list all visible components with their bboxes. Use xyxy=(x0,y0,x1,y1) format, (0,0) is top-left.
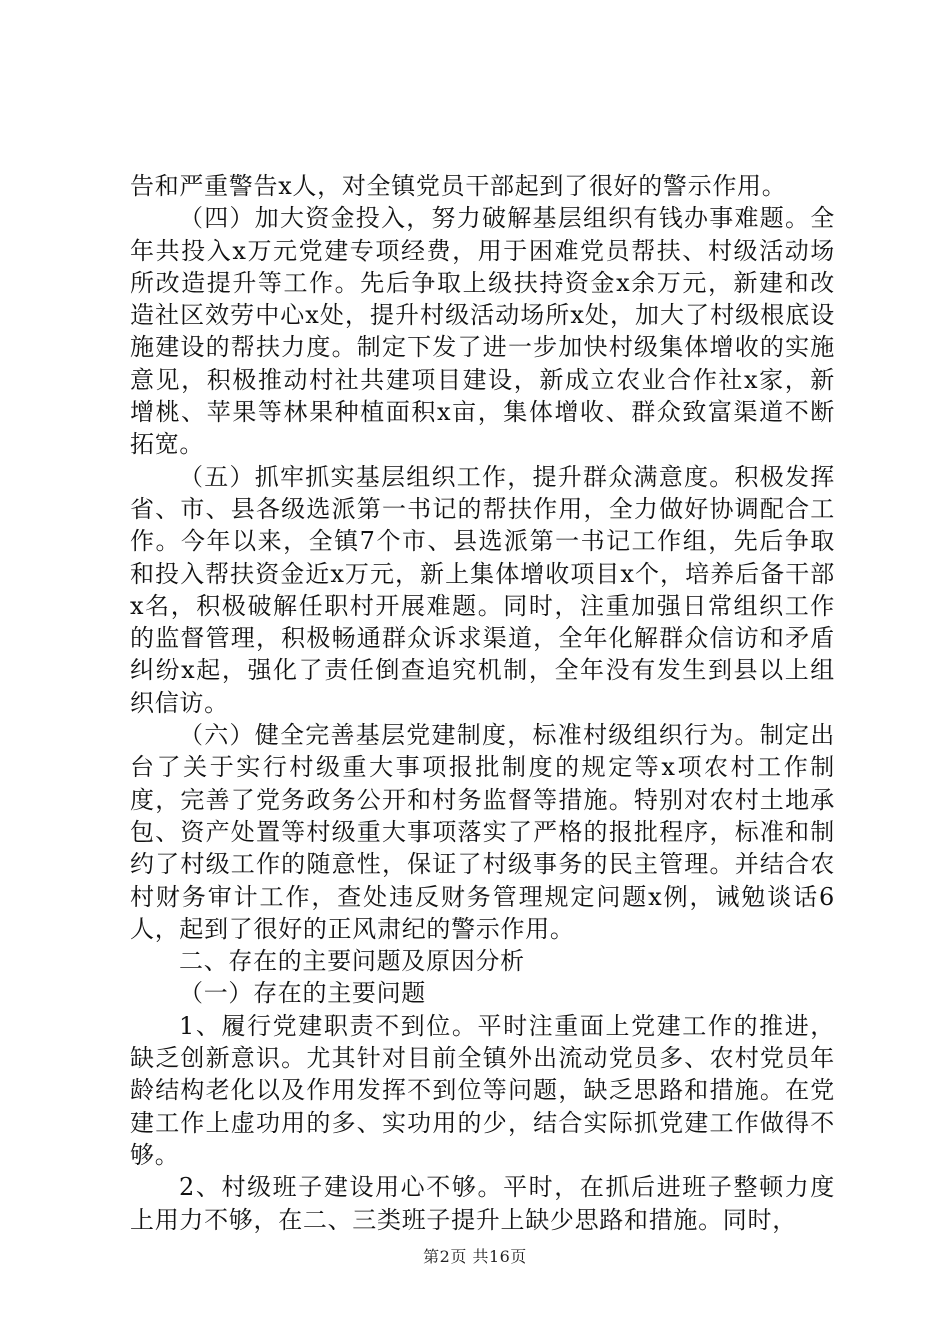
paragraph-section-5: （五）抓牢抓实基层组织工作，提升群众满意度。积极发挥省、市、县各级选派第一书记的帮扶作用，全力做好协调配合工作。今年以来，全镇7个市、县选派第一书记工作组，先后争取和投入帮扶资金近x万元，新上集体增收项目x个，培养后备干部x名，积极破解任职村开展难题。同时，注重加强日常组织工作的监督管理，积极畅通群众诉求渠道，全年化解群众信访和矛盾纠纷x起，强化了责任倒查追究机制，全年没有发生到县以上组织信访。 xyxy=(130,462,835,717)
heading-problems-analysis: 二、存在的主要问题及原因分析 xyxy=(179,947,525,976)
paragraph-problem-1: 1、履行党建职责不到位。平时注重面上党建工作的推进，缺乏创新意识。尤其针对目前全镇外出流动党员多、农村党员年龄结构老化以及作用发挥不到位等问题，缺乏思路和措施。在党建工作上虚功用的多、实功用的少，结合实际抓党建工作做得不够。 xyxy=(130,1011,835,1169)
document-body xyxy=(130,170,835,1236)
paragraph-section-6: （六）健全完善基层党建制度，标准村级组织行为。制定出台了关于实行村级重大事项报批制度的规定等x项农村工作制度，完善了党务政务公开和村务监督等措施。特别对农村土地承包、资产处置等村级重大事项落实了严格的报批程序，标准和制约了村级工作的随意性，保证了村级事务的民主管理。并结合农村财务审计工作，查处违反财务管理规定问题x例，诫勉谈话6人，起到了很好的正风肃纪的警示作用。 xyxy=(130,721,835,943)
paragraph-problem-2: 2、村级班子建设用心不够。平时，在抓后进班子整顿力度上用力不够，在二、三类班子提升上缺少思路和措施。同时， xyxy=(130,1173,835,1234)
paragraph-section-4: （四）加大资金投入，努力破解基层组织有钱办事难题。全年共投入x万元党建专项经费，用于困难党员帮扶、村级活动场所改造提升等工作。先后争取上级扶持资金x余万元，新建和改造社区效劳中心x处，提升村级活动场所x处，加大了村级根底设施建设的帮扶力度。制定下发了进一步加快村级集体增收的实施意见，积极推动村社共建项目建设，新成立农业合作社x家，新增桃、苹果等林果种植面积x亩，集体增收、群众致富渠道不断拓宽。 xyxy=(130,204,835,459)
paragraph-continuation: 告和严重警告x人，对全镇党员干部起到了很好的警示作用。 xyxy=(130,172,787,200)
subheading-main-problems: （一）存在的主要问题 xyxy=(179,979,426,1008)
page-number-footer: 第2页 共16页 xyxy=(423,1247,527,1266)
